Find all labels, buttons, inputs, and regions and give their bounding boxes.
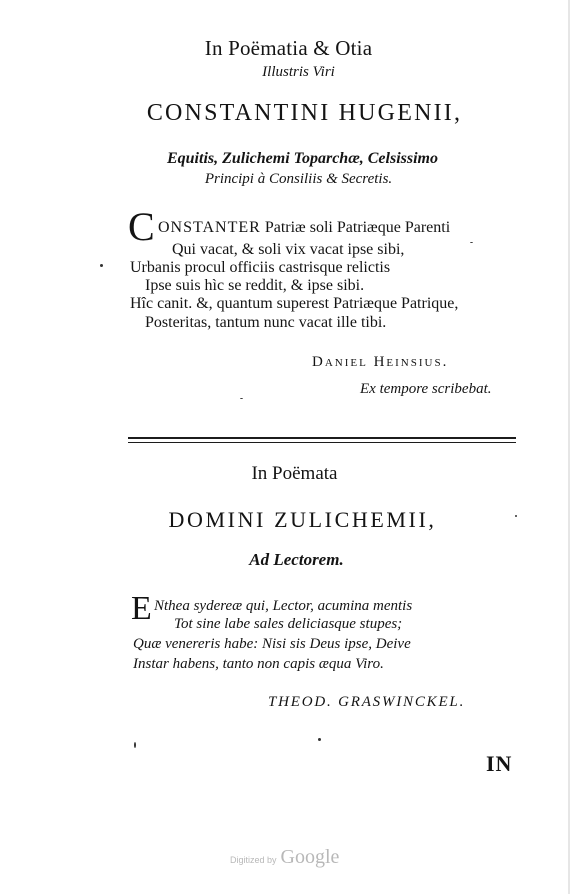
ink-speck <box>240 398 243 399</box>
poem1-line2: Qui vacat, & soli vix vacat ipse sibi, <box>172 241 405 258</box>
ink-speck <box>100 264 103 267</box>
poem2-line3: Quæ venereris habe: Nisi sis Deus ipse, Deive <box>133 636 411 652</box>
poem1-heading: In Poëmatia & Otia <box>204 36 373 60</box>
poem1-line4: Ipse suis hìc se reddit, & ipse sibi. <box>145 277 365 294</box>
poem2-signature: THEOD. GRASWINCKEL. <box>268 694 466 710</box>
catchword: IN <box>486 751 513 776</box>
poem2-line2: Tot sine labe sales deliciasque stupes; <box>174 616 403 632</box>
poem1-dropcap: C <box>128 204 155 249</box>
ink-speck <box>134 742 136 748</box>
ink-speck <box>515 515 517 517</box>
poem1-titles-line1: Equitis, Zulichemi Toparchæ, Celsissimo <box>166 150 438 167</box>
digitized-watermark <box>230 846 339 869</box>
poem2-heading: In Poëmata <box>251 463 338 484</box>
ink-speck <box>470 242 473 243</box>
section-rule-thin <box>128 442 516 443</box>
poem1-signature-note: Ex tempore scribebat. <box>360 381 492 397</box>
watermark-brand: Google <box>280 846 340 868</box>
poem1-titles-line2: Principi à Consiliis & Secretis. <box>204 171 393 187</box>
poem1-line3: Urbanis procul officiis castrisque relictis <box>130 259 391 276</box>
poem1-line1-rest: Patriæ soli Patriæque Parenti <box>260 219 451 236</box>
page-edge <box>568 0 570 894</box>
poem2-dropcap: E <box>131 590 152 627</box>
poem2-subheading: Ad Lectorem. <box>249 550 344 569</box>
poem1-line5: Hîc canit. &, quantum superest Patriæque Patrique, <box>130 295 459 312</box>
watermark-prefix: Digitized by <box>230 855 277 865</box>
poem1-subheading: Illustris Viri <box>262 64 335 80</box>
section-rule-thick <box>128 437 516 439</box>
poem1-dedicatee-name: CONSTANTINI HUGENII, <box>146 100 463 126</box>
poem1-line6: Posteritas, tantum nunc vacat ille tibi. <box>145 314 387 331</box>
poem2-line4: Instar habens, tanto non capis æqua Viro. <box>133 656 384 672</box>
poem2-line1: Nthea sydereæ qui, Lector, acumina mentis <box>154 598 413 614</box>
ink-speck <box>318 738 321 741</box>
poem1-line1 <box>158 219 450 237</box>
poem1-signature: Daniel Heinsius. <box>312 354 449 370</box>
poem2-dedicatee-name: DOMINI ZULICHEMII, <box>168 507 437 532</box>
poem1-first-word: ONSTANTER <box>158 219 261 236</box>
